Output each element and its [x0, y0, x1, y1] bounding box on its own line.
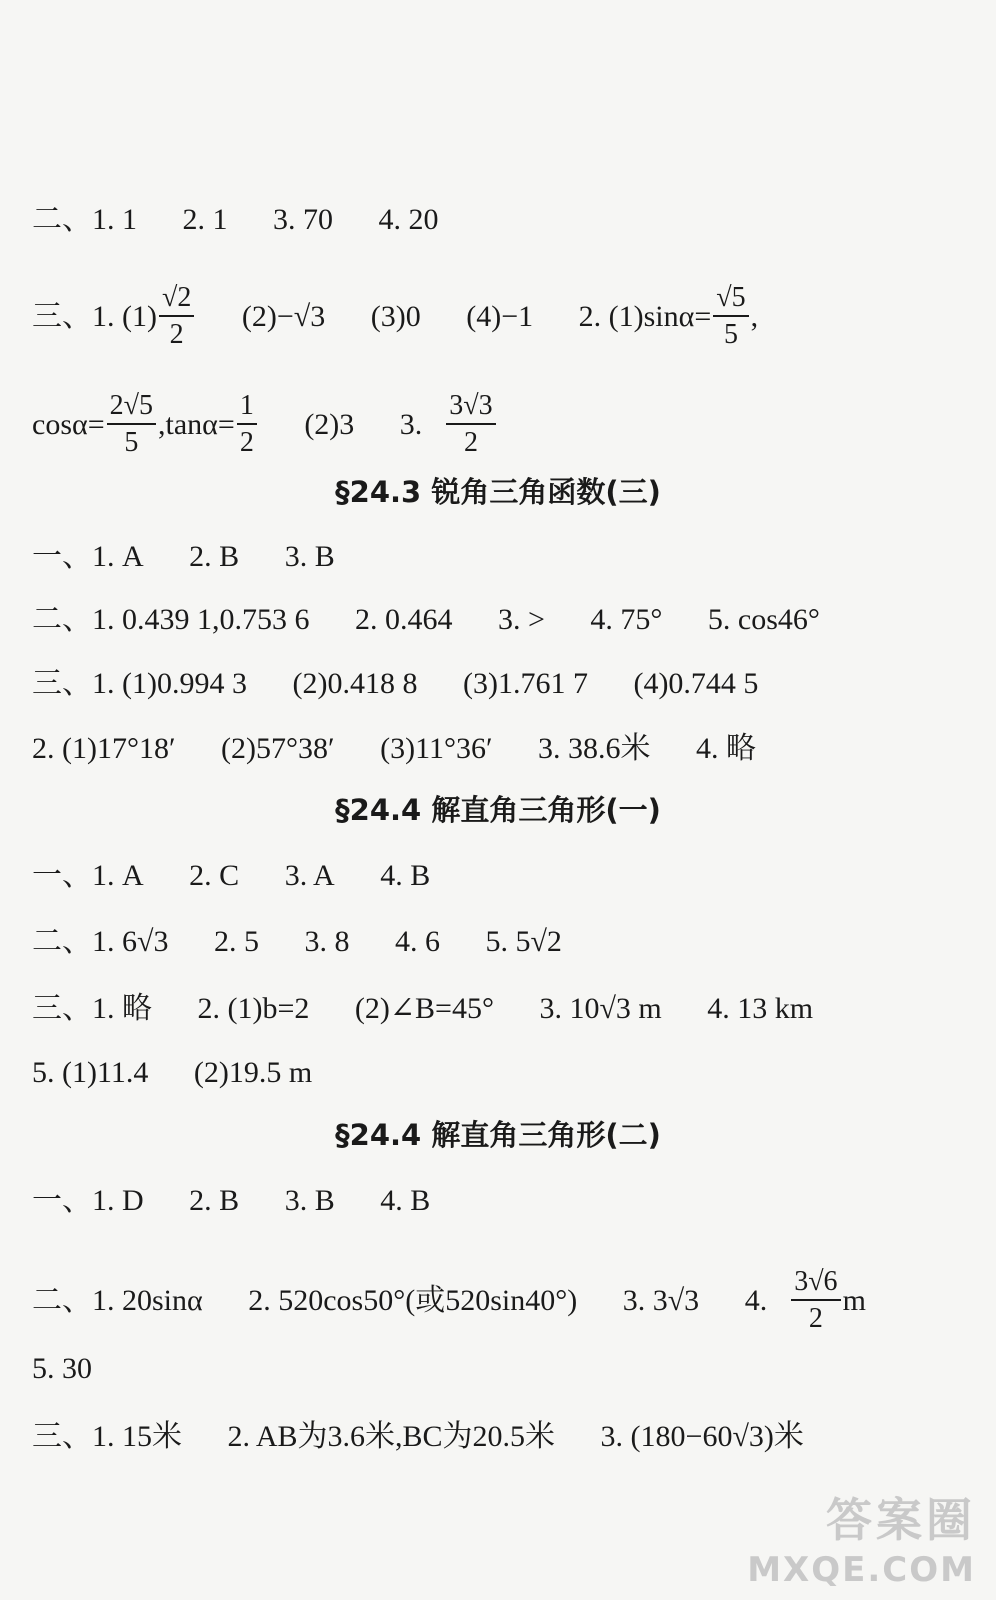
numerator: 3√3 — [446, 392, 495, 425]
section-title: §24.4 解直角三角形(一) — [335, 793, 661, 827]
answer-item: 4. — [744, 1283, 768, 1317]
answer-item: 4. 13 km — [707, 992, 814, 1026]
answer-item: 2. (1)b=2 — [197, 992, 310, 1026]
section-title: §24.4 解直角三角形(二) — [335, 1118, 661, 1152]
answer-item: 3. B — [284, 540, 335, 574]
answer-item: (3)11°36′ — [380, 732, 493, 766]
fraction — [159, 284, 194, 349]
answer-item: 5. 5√2 — [485, 925, 562, 959]
answer-item: 3. 10√3 m — [539, 992, 662, 1026]
answer-item: 2. B — [189, 540, 240, 574]
denominator: 2 — [169, 319, 184, 350]
section-title: §24.3 锐角三角函数(三) — [335, 475, 661, 509]
answer-item: 二、1. 0.439 1,0.753 6 — [32, 603, 310, 637]
unit: m — [842, 1283, 866, 1317]
answer-line — [32, 856, 430, 894]
answer-item: 三、1. 略 — [32, 992, 152, 1026]
numerator: 3√6 — [791, 1268, 840, 1301]
answer-line-er-1 — [32, 200, 439, 238]
fraction — [237, 392, 257, 457]
answer-item: (2)57°38′ — [221, 732, 335, 766]
answer-item: (3)0 — [370, 299, 421, 333]
answer-item: 4. B — [380, 1184, 431, 1218]
answer-item: 4. 20 — [378, 203, 439, 237]
answer-item: 3. 38.6米 — [538, 732, 651, 766]
numerator: √2 — [159, 284, 194, 317]
answer-item: (2)−√3 — [241, 299, 326, 333]
denominator: 2 — [239, 427, 254, 458]
fraction — [713, 284, 748, 349]
denominator: 2 — [463, 427, 478, 458]
answer-line — [32, 1268, 866, 1333]
answer-item: ,tanα= — [158, 407, 235, 441]
answer-line — [32, 537, 335, 575]
answer-item: 2. 1 — [182, 203, 228, 237]
answer-item: 2. (1)17°18′ — [32, 732, 176, 766]
answer-line — [32, 729, 756, 767]
answer-item: 二、1. 1 — [32, 203, 137, 237]
denominator: 5 — [124, 427, 139, 458]
answer-item: 2. B — [189, 1184, 240, 1218]
fraction — [107, 392, 156, 457]
answer-item: 一、1. A — [32, 540, 144, 574]
answer-item: 5. 30 — [32, 1352, 92, 1386]
answer-line — [32, 1053, 312, 1091]
answer-line — [32, 989, 813, 1027]
answer-item: 3. B — [284, 1184, 335, 1218]
answer-item: 3. — [399, 407, 423, 441]
fraction — [446, 392, 495, 457]
answer-item: 4. B — [380, 859, 431, 893]
answer-item: 2. 520cos50°(或520sin40°) — [248, 1283, 578, 1317]
denominator: 5 — [723, 319, 738, 350]
answer-item: 2. (1)sinα= — [578, 299, 712, 333]
answer-item: (2)19.5 m — [193, 1056, 313, 1090]
answer-item: 5. (1)11.4 — [32, 1056, 149, 1090]
answer-item: 二、1. 20sinα — [32, 1283, 203, 1317]
answer-item: 5. cos46° — [707, 603, 820, 637]
comma: , — [750, 299, 759, 333]
answer-item: 一、1. D — [32, 1184, 144, 1218]
answer-item: 2. 0.464 — [355, 603, 453, 637]
answer-item: 一、1. A — [32, 859, 144, 893]
watermark-url: MXQE.COM — [747, 1550, 976, 1590]
answer-item: (4)−1 — [466, 299, 534, 333]
answer-item: 3. (180−60√3)米 — [600, 1420, 804, 1454]
fraction — [791, 1268, 840, 1333]
answer-item: 3. 8 — [304, 925, 350, 959]
answer-line — [32, 664, 758, 702]
answer-line-san-2 — [32, 392, 498, 457]
watermark-logo-text: 答案圈 — [826, 1493, 976, 1547]
answer-line — [32, 1181, 430, 1219]
answer-item: (3)1.761 7 — [462, 667, 588, 701]
answer-item: (4)0.744 5 — [633, 667, 759, 701]
watermark — [747, 1484, 976, 1590]
answer-item: (2)3 — [304, 407, 355, 441]
answer-item: 4. 75° — [590, 603, 663, 637]
answer-line — [32, 600, 820, 638]
numerator: 1 — [237, 392, 257, 425]
answer-item: 4. 6 — [394, 925, 440, 959]
answer-item: 二、1. 6√3 — [32, 925, 169, 959]
answer-line — [32, 1349, 92, 1387]
answer-item: 2. C — [189, 859, 240, 893]
answer-item: 2. 5 — [213, 925, 259, 959]
answer-line — [32, 922, 562, 960]
answer-item: 三、1. 15米 — [32, 1420, 182, 1454]
denominator: 2 — [808, 1303, 823, 1334]
answer-item: 三、1. (1) — [32, 299, 157, 333]
answer-line — [32, 1417, 804, 1455]
numerator: √5 — [713, 284, 748, 317]
answer-item: (2)0.418 8 — [292, 667, 418, 701]
answer-line-san-1 — [32, 284, 758, 349]
answer-item: cosα= — [32, 407, 105, 441]
answer-item: 4. 略 — [696, 732, 757, 766]
answer-item: 2. AB为3.6米,BC为20.5米 — [227, 1420, 556, 1454]
numerator: 2√5 — [107, 392, 156, 425]
answer-item: (2)∠B=45° — [354, 992, 494, 1026]
answer-item: 3. 3√3 — [622, 1283, 700, 1317]
answer-item: 3. A — [284, 859, 335, 893]
answer-item: 三、1. (1)0.994 3 — [32, 667, 247, 701]
answer-item: 3. 70 — [273, 203, 333, 237]
answer-item: 3. > — [498, 603, 545, 637]
